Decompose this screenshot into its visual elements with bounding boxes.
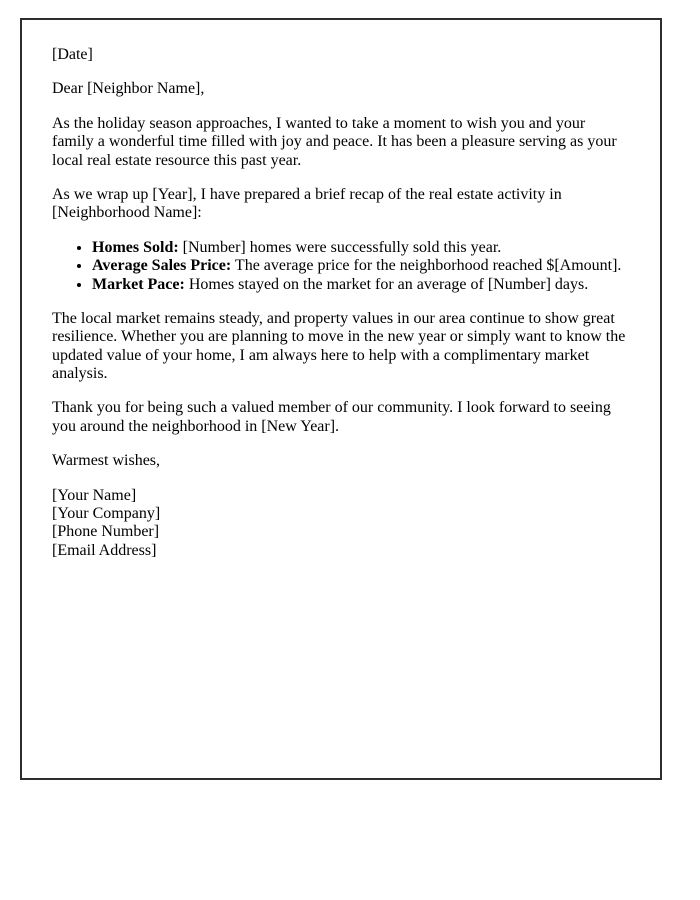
paragraph-intro: As the holiday season approaches, I wanted to take a moment to wish you and your family a wonderful time filled with joy and peace. It has been a pleasure serving as your local real estate resource this past year. <box>52 114 617 169</box>
bullet-label: Average Sales Price: <box>92 257 232 275</box>
signature-phone: [Phone Number] <box>52 523 160 541</box>
paragraph-market: The local market remains steady, and property values in our area continue to show great resilience. Whether you are planning to move in the new year or simply want to know the updated value of your home, I am always here to help with a complimentary market analysis. <box>52 309 626 383</box>
bullet-label: Market Pace: <box>92 275 185 293</box>
bullet-item-average-sales-price <box>92 257 630 275</box>
bullet-text: The average price for the neighborhood reached $[Amount]. <box>231 257 622 275</box>
closing-line: Warmest wishes, <box>52 452 161 470</box>
signature-name: [Your Name] <box>52 486 137 504</box>
bullet-text: Homes stayed on the market for an average of [Number] days. <box>184 275 589 293</box>
bullet-label: Homes Sold: <box>92 238 179 256</box>
date-line: [Date] <box>52 46 93 63</box>
bullet-item-market-pace <box>92 276 630 294</box>
salutation-line: Dear [Neighbor Name], <box>52 80 205 98</box>
recap-bullet-list <box>52 239 630 294</box>
bullet-text: [Number] homes were successfully sold this year. <box>178 238 502 256</box>
signature-block <box>52 487 630 561</box>
signature-email: [Email Address] <box>52 541 157 559</box>
paragraph-thanks: Thank you for being such a valued member of our community. I look forward to seeing you around the neighborhood in [New Year]. <box>52 399 611 435</box>
letter-page <box>20 18 662 780</box>
paragraph-recap-intro: As we wrap up [Year], I have prepared a brief recap of the real estate activity in [Neighborhood Name]: <box>52 185 562 222</box>
signature-company: [Your Company] <box>52 505 161 523</box>
bullet-item-homes-sold <box>92 239 630 257</box>
